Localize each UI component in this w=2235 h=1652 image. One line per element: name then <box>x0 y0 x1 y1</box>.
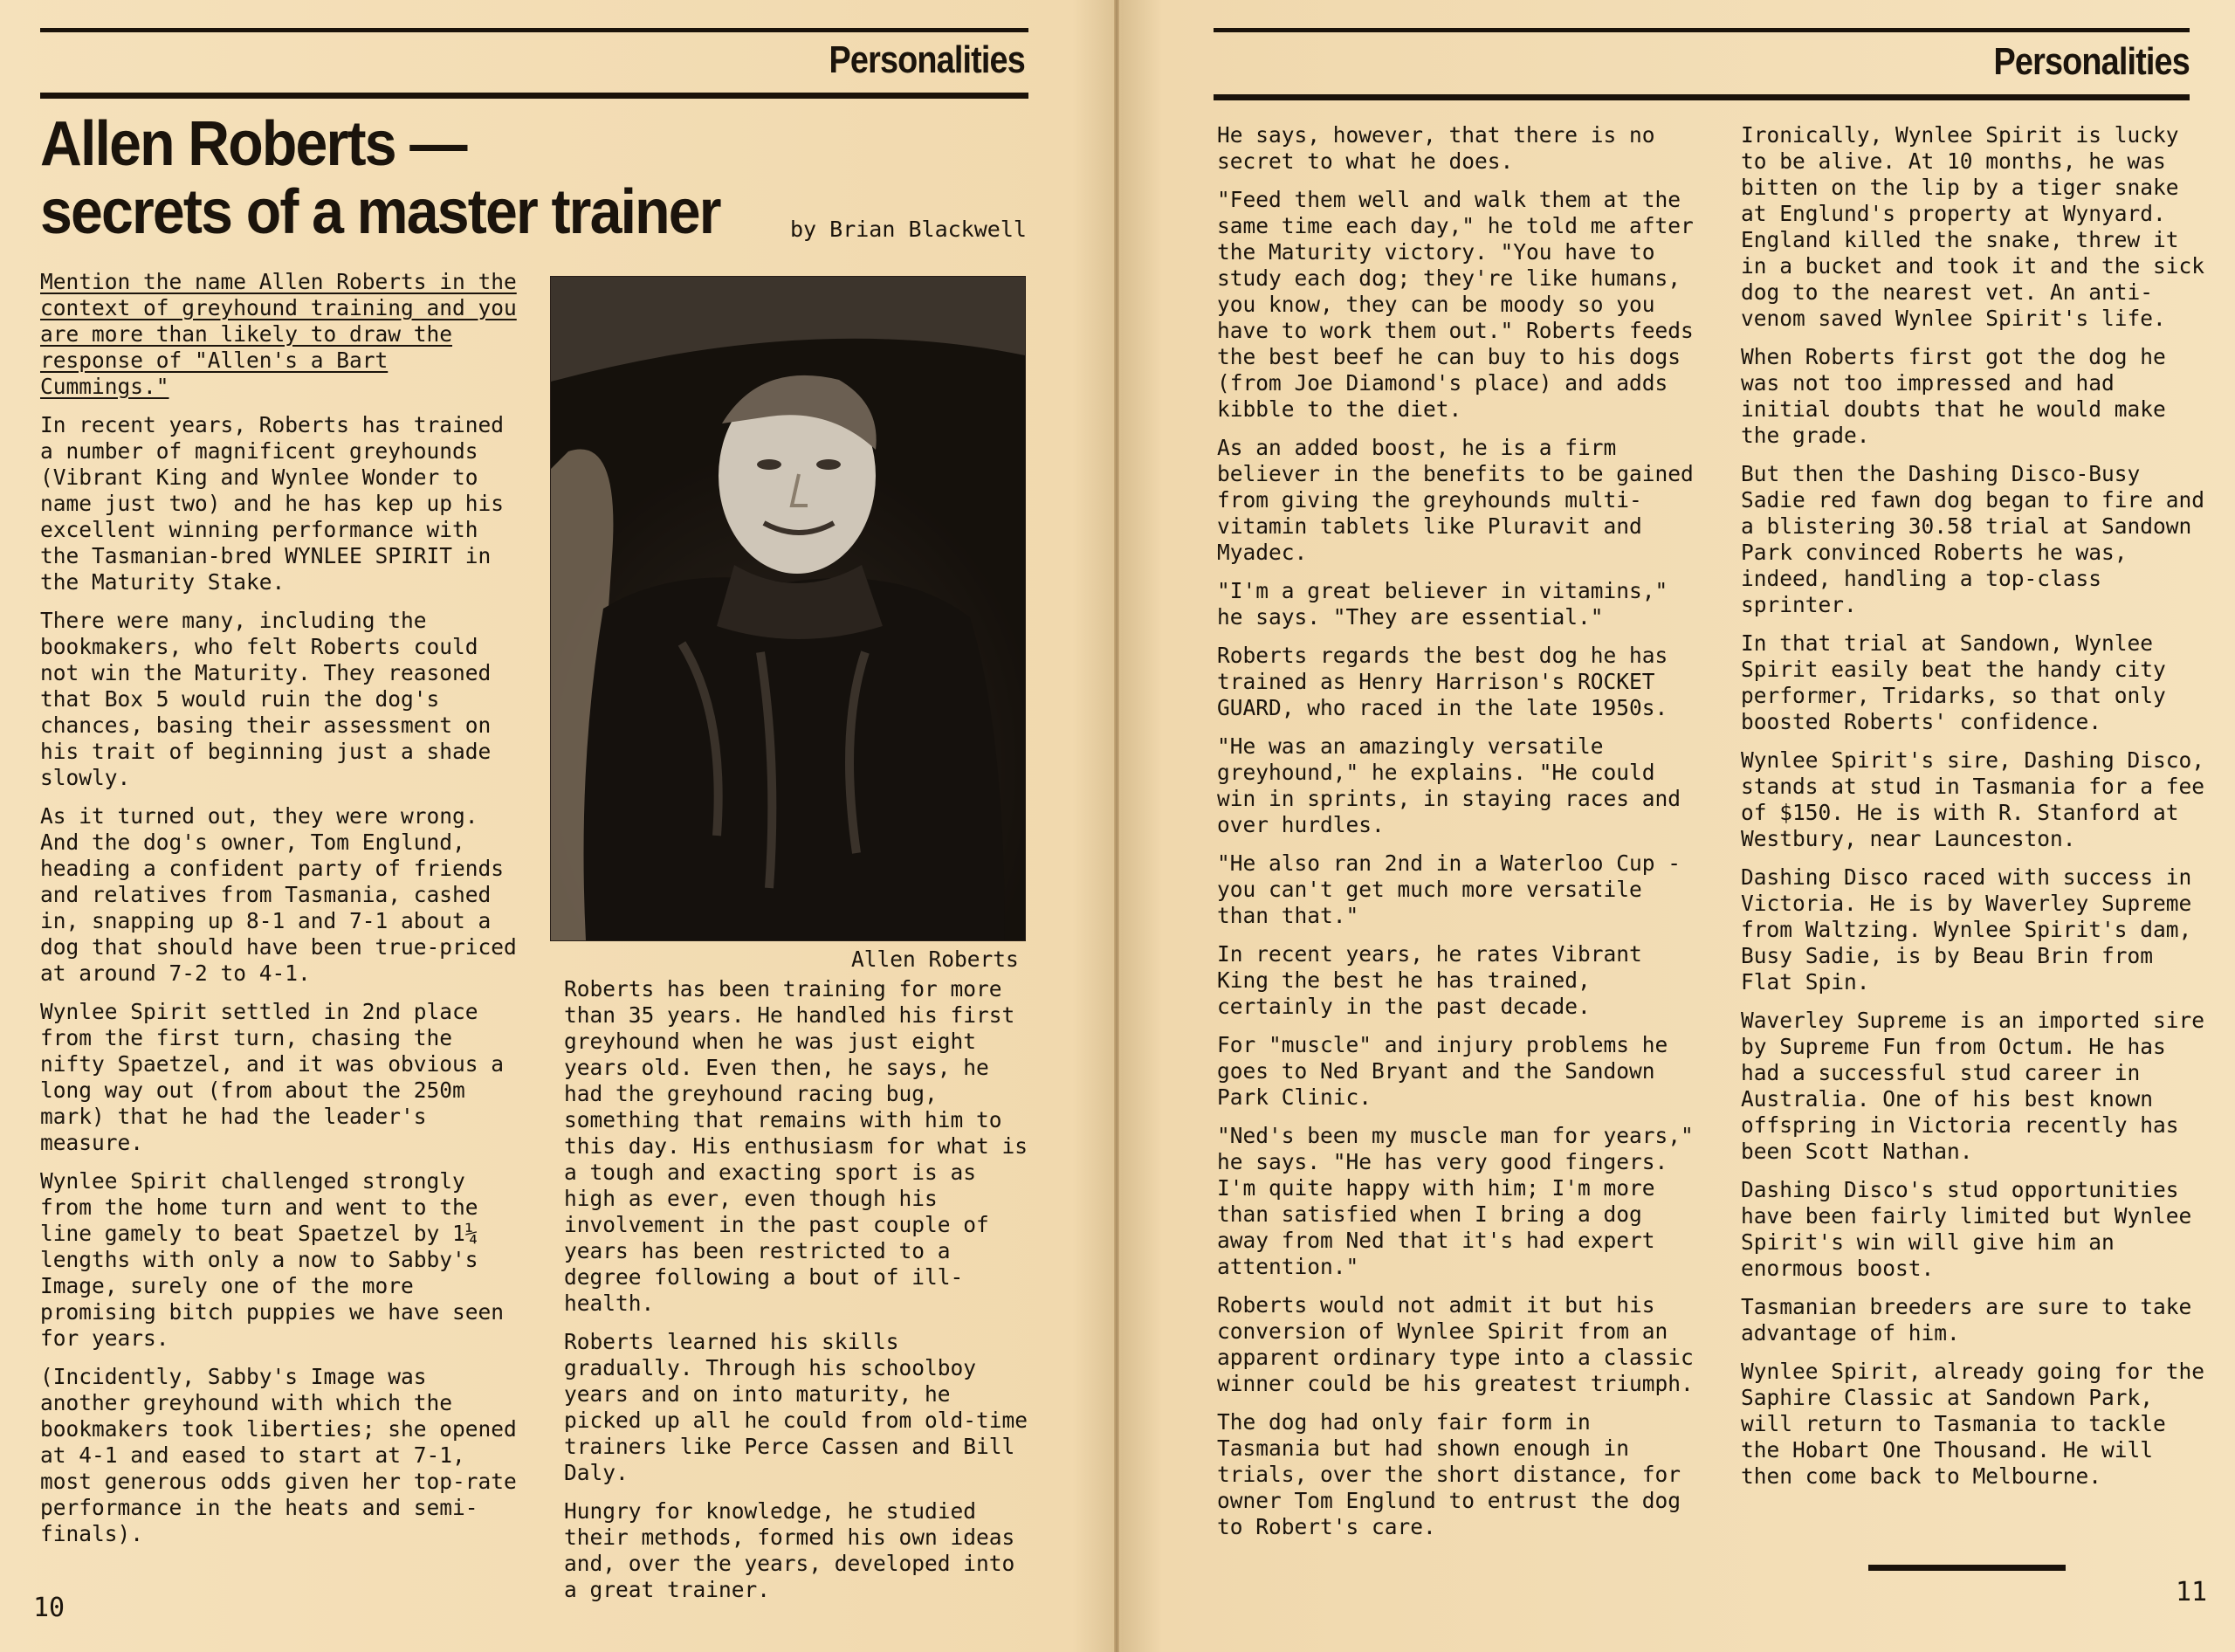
paragraph: For "muscle" and injury problems he goes to Ned Bryant and the Sandown Park Clinic. <box>1217 1032 1668 1110</box>
paragraph: "I'm a great believer in vitamins," he says. "They are essential." <box>1217 578 1668 630</box>
paragraph: Roberts learned his skills gradually. Through his schoolboy years and on into maturity, he picked up all he could from old-time trainers like Perce Cassen and Bill Daly. <box>564 1329 1028 1485</box>
paragraph: Tasmanian breeders are sure to take advantage of him. <box>1741 1294 2192 1346</box>
page-number: 11 <box>2176 1577 2208 1607</box>
paragraph: "Feed them well and walk them at the same time each day," he told me after the Maturity victory. "You have to study each dog; they're like humans, you know, they can be moody so you have to work them out." Roberts feeds the best beef he can buy to his dogs (from Joe Diamond's place) and adds kibble to the diet. <box>1217 187 1694 422</box>
headline-line-2: secrets of a master trainer <box>40 177 720 247</box>
headline-line-1: Allen Roberts — <box>40 109 466 179</box>
paragraph: Dashing Disco's stud opportunities have been fairly limited but Wynlee Spirit's win will give him an enormous boost. <box>1741 1177 2192 1281</box>
paragraph: Wynlee Spirit settled in 2nd place from the first turn, chasing the nifty Spaetzel, and it was obvious a long way out (from about the 250m mark) that he had the leader's measure. <box>40 999 505 1155</box>
portrait-photo <box>550 276 1026 941</box>
header-rule <box>40 93 1028 99</box>
byline: by Brian Blackwell <box>790 217 1027 242</box>
paragraph: (Incidently, Sabby's Image was another greyhound with which the bookmakers took liberties; she opened at 4-1 and eased to start at 7-1, most generous odds given her top-rate performance in the heats and semi-finals). <box>40 1364 517 1546</box>
article-column-2 <box>564 976 1035 1615</box>
article-column-4 <box>1741 122 2212 1502</box>
paragraph: The dog had only fair form in Tasmania but had shown enough in trials, over the short distance, for owner Tom Englund to entrust the dog to Robert's care. <box>1217 1409 1681 1539</box>
paragraph: Ironically, Wynlee Spirit is lucky to be alive. At 10 months, he was bitten on the lip by a tiger snake at Englund's property at Wynyard. England killed the snake, threw it in a bucket and took it and the sick dog to the nearest vet. An anti-venom saved Wynlee Spirit's life. <box>1741 122 2205 331</box>
paragraph: Dashing Disco raced with success in Victoria. He is by Waverley Supreme from Waltzing. Wynlee Spirit's dam, Busy Sadie, is by Beau Brin from Flat Spin. <box>1741 864 2192 995</box>
paragraph: When Roberts first got the dog he was not too impressed and had initial doubts that he would make the grade. <box>1741 344 2166 448</box>
article-headline <box>40 109 720 247</box>
paragraph: There were many, including the bookmakers, who felt Roberts could not win the Maturity. They reasoned that Box 5 would ruin the dog's chances, basing their assessment on his trait of beginning just a shade slowly. <box>40 608 492 790</box>
paragraph: Roberts has been training for more than 35 years. He handled his first greyhound when he was just eight years old. Even then, he says, he had the greyhound racing bug, something that remains with him to this day. His enthusiasm for what is a tough and exacting sport is as high as ever, even though his involvement in the past couple of years has been restricted to a degree following a bout of ill-health. <box>564 976 1028 1316</box>
paragraph: Wynlee Spirit, already going for the Saphire Classic at Sandown Park, will return to Tasmania to tackle the Hobart One Thousand. He will then come back to Melbourne. <box>1741 1359 2205 1489</box>
paragraph: Roberts regards the best dog he has trained as Henry Harrison's ROCKET GUARD, who raced in the late 1950s. <box>1217 643 1668 720</box>
paragraph: "He also ran 2nd in a Waterloo Cup - you can't get much more versatile than that." <box>1217 850 1681 928</box>
left-page <box>0 0 1116 1652</box>
header-rule <box>1214 94 2190 100</box>
paragraph: In recent years, Roberts has trained a number of magnificent greyhounds (Vibrant King and Wynlee Wonder to name just two) and he has kep up his excellent winning performance with the Tasmanian-bred WYNLEE SPIRIT in the Maturity Stake. <box>40 412 505 595</box>
photo-caption: Allen Roberts <box>851 946 1019 972</box>
page-number: 10 <box>33 1593 65 1623</box>
paragraph: Wynlee Spirit's sire, Dashing Disco, stands at stud in Tasmania for a fee of $150. He is with R. Stanford at Westbury, near Launceston. <box>1741 747 2205 851</box>
paragraph: "Ned's been my muscle man for years," he says. "He has very good fingers. I'm quite happy with him; I'm more than satisfied when I bring a dog away from Ned that it's had expert attention." <box>1217 1123 1694 1279</box>
section-heading: Personalities <box>1993 40 2190 83</box>
paragraph: In that trial at Sandown, Wynlee Spirit easily beat the handy city performer, Tridarks, so that only boosted Roberts' confidence. <box>1741 630 2166 734</box>
paragraph: In recent years, he rates Vibrant King the best he has trained, certainly in the past decade. <box>1217 941 1642 1019</box>
paragraph: Hungry for knowledge, he studied their methods, formed his own ideas and, over the years, developed into a great trainer. <box>564 1498 1015 1602</box>
paragraph: Waverley Supreme is an imported sire by Supreme Fun from Octum. He has had a successful stud career in Australia. One of his best known offspring in Victoria recently has been Scott Nathan. <box>1741 1008 2205 1164</box>
top-rule <box>40 28 1028 32</box>
article-column-3 <box>1217 122 1706 1552</box>
paragraph: Roberts would not admit it but his conversion of Wynlee Spirit from an apparent ordinary type into a classic winner could be his greatest triumph. <box>1217 1292 1694 1396</box>
top-rule <box>1214 28 2190 32</box>
article-column-1 <box>40 269 526 1559</box>
portrait-illustration <box>551 277 1025 940</box>
intro-paragraph: Mention the name Allen Roberts in the context of greyhound training and you are more than likely to draw the response of "Allen's a Bart Cummings." <box>40 269 517 399</box>
right-page <box>1119 0 2235 1652</box>
paragraph: As an added boost, he is a firm believer in the benefits to be gained from giving the greyhounds multi-vitamin tablets like Pluravit and Myadec. <box>1217 435 1694 565</box>
paragraph: "He was an amazingly versatile greyhound," he explains. "He could win in sprints, in staying races and over hurdles. <box>1217 733 1681 837</box>
paragraph: As it turned out, they were wrong. And the dog's owner, Tom Englund, heading a confident party of friends and relatives from Tasmania, cashed in, snapping up 8-1 and 7-1 about a dog that should have been true-priced at around 7-2 to 4-1. <box>40 803 517 986</box>
paragraph: He says, however, that there is no secret to what he does. <box>1217 122 1655 174</box>
paragraph: But then the Dashing Disco-Busy Sadie red fawn dog began to fire and a blistering 30.58 trial at Sandown Park convinced Roberts he was, indeed, handling a top-class sprinter. <box>1741 461 2205 617</box>
paragraph: Wynlee Spirit challenged strongly from the home turn and went to the line gamely to beat Spaetzel by 1¼ lengths with only a now to Sabby's Image, surely one of the more promising bitch puppies we have seen for years. <box>40 1168 505 1351</box>
section-heading: Personalities <box>829 38 1025 81</box>
article-end-rule <box>1868 1565 2066 1571</box>
